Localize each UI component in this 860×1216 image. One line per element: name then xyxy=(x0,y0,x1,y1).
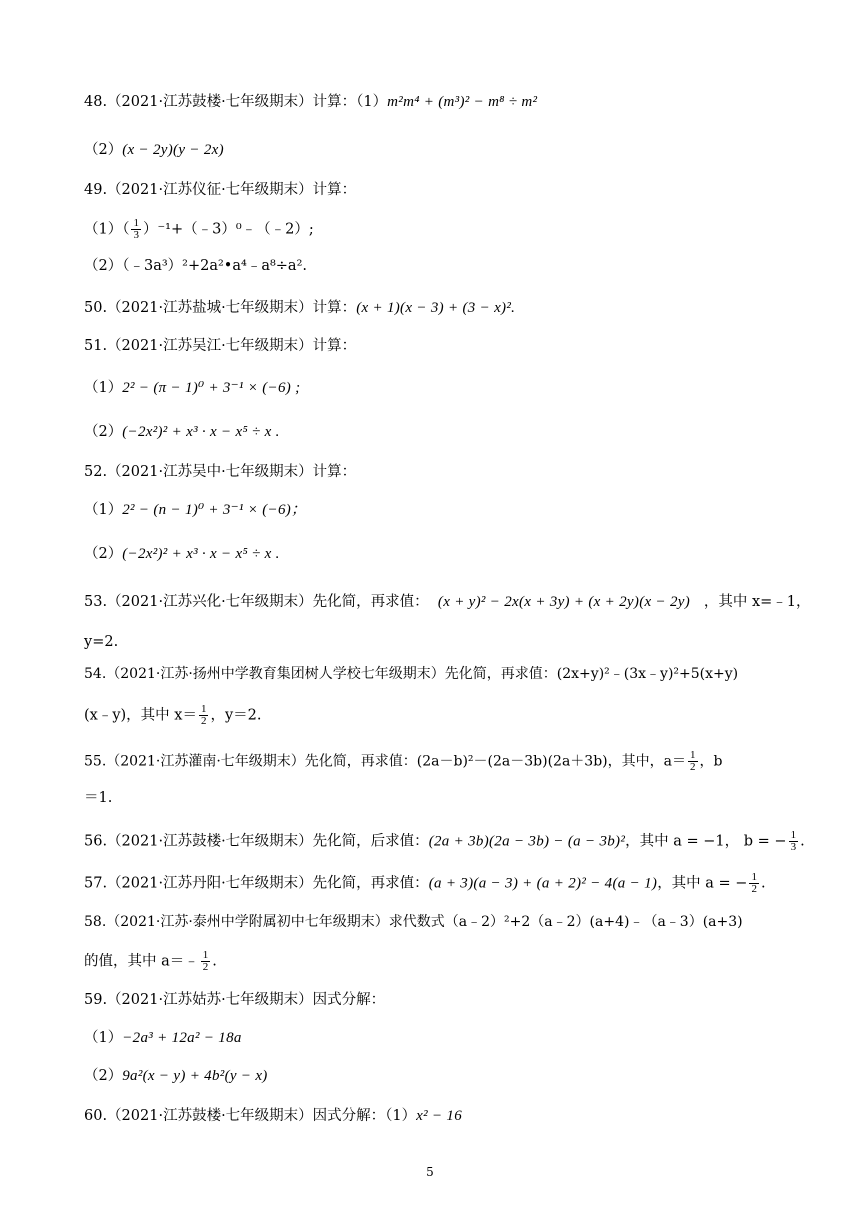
problem-57 xyxy=(84,872,780,895)
problem-48-part2 xyxy=(84,140,780,160)
problem-58-line2-a: 的值，其中 a＝﹣ xyxy=(84,953,199,970)
problem-51-part1-label: （1） xyxy=(84,380,123,396)
problem-53-line2 xyxy=(84,632,780,652)
fraction-denominator: 2 xyxy=(202,961,209,973)
problem-48-part2-math: (x − 2y)(y − 2x) xyxy=(122,142,224,158)
fraction-denominator: 3 xyxy=(790,841,797,853)
problem-56-text: 56.（2021·江苏鼓楼·七年级期末）先化简，后求值： xyxy=(84,833,429,850)
fraction-numerator: 1 xyxy=(200,703,207,715)
problem-60 xyxy=(84,1106,780,1126)
problem-53-line2-text: y=2. xyxy=(84,634,119,650)
problem-49-text: 49.（2021·江苏仪征·七年级期末）计算： xyxy=(84,182,357,198)
problem-49-part2 xyxy=(84,256,780,276)
problem-57-tail-b: . xyxy=(760,875,766,892)
problem-55 xyxy=(84,750,780,773)
problem-59-part1 xyxy=(84,1028,780,1048)
problem-54-line2 xyxy=(84,704,780,727)
problem-52-part1-label: （1） xyxy=(84,502,123,518)
problem-56-tail-a: ，其中 a = −1， b = − xyxy=(625,833,787,850)
fraction-numerator: 1 xyxy=(790,829,797,841)
problem-52-part2-math: (−2x²)² + x³ · x − x⁵ ÷ x . xyxy=(122,546,280,562)
problem-57-math: (a + 3)(a − 3) + (a + 2)² − 4(a − 1) xyxy=(428,875,658,892)
problem-53-math: (x + y)² − 2x(x + 3y) + (x + 2y)(x − 2y) xyxy=(437,594,691,610)
problem-56 xyxy=(84,829,805,853)
problem-55-line2-text: ＝1. xyxy=(84,790,113,806)
problem-57-text: 57.（2021·江苏丹阳·七年级期末）先化简，再求值： xyxy=(84,875,429,892)
problem-52-part2 xyxy=(84,544,780,564)
problem-52-part1-math: 2² − (n − 1)⁰ + 3⁻¹ × (−6)； xyxy=(122,502,307,518)
problem-50 xyxy=(84,298,780,318)
problem-50-text: 50.（2021·江苏盐城·七年级期末）计算： xyxy=(84,300,357,316)
fraction-numerator: 1 xyxy=(202,949,209,961)
problem-51-part2-math: (−2x²)² + x³ · x − x⁵ ÷ x . xyxy=(122,424,280,440)
problem-49 xyxy=(84,180,780,200)
problem-56-math: (2a + 3b)(2a − 3b) − (a − 3b)² xyxy=(428,833,626,850)
fraction-denominator: 2 xyxy=(200,715,207,727)
fraction xyxy=(131,218,141,241)
problem-55-text: 55.（2021·江苏灌南·七年级期末）先化简，再求值：(2a－b)²－(2a－3b)(2a＋3b)，其中，a＝ xyxy=(84,753,686,770)
problem-59 xyxy=(84,990,780,1010)
problem-58-text: 58.（2021·江苏·泰州中学附属初中七年级期末）求代数式（a﹣2）²+2（a﹣2）(a+4)﹣（a﹣3）(a+3) xyxy=(84,914,743,930)
problem-49-part1-a: （1）（ xyxy=(84,221,130,238)
problem-49-part1 xyxy=(84,218,780,241)
fraction-denominator: 2 xyxy=(690,761,696,773)
problem-51-part1 xyxy=(84,378,780,398)
problem-54 xyxy=(84,664,780,684)
problem-52-part2-label: （2） xyxy=(84,546,123,562)
problem-59-part2-label: （2） xyxy=(84,1068,123,1084)
problem-50-math: (x + 1)(x − 3) + (3 − x)². xyxy=(356,300,516,316)
problem-49-part2-text: （2）（﹣3a³）²+2a²•a⁴﹣a⁸÷a². xyxy=(84,258,307,274)
problem-48-text: 48.（2021·江苏鼓楼·七年级期末）计算：（1） xyxy=(84,94,388,110)
problem-49-part1-b: ）⁻¹+（﹣3）⁰﹣（﹣2）; xyxy=(142,221,314,238)
problem-55-line2 xyxy=(84,788,780,808)
problem-58-line2-b: . xyxy=(212,953,217,970)
fraction-numerator: 1 xyxy=(690,749,696,761)
problem-59-part1-math: −2a³ + 12a² − 18a xyxy=(122,1030,242,1046)
problem-51 xyxy=(84,336,780,356)
problem-60-math: x² − 16 xyxy=(416,1108,463,1124)
problem-52-part1 xyxy=(84,500,780,520)
problem-57-tail-a: ，其中 a = − xyxy=(657,875,748,892)
fraction xyxy=(201,950,211,973)
problem-52 xyxy=(84,462,780,482)
fraction-denominator: 3 xyxy=(133,229,139,241)
problem-55-text-b: ，b xyxy=(699,753,723,770)
problem-56-tail-b: . xyxy=(800,833,805,850)
problem-53 xyxy=(84,592,811,612)
fraction-denominator: 2 xyxy=(751,883,757,895)
problem-59-text: 59.（2021·江苏姑苏·七年级期末）因式分解： xyxy=(84,992,386,1008)
problem-58-line2 xyxy=(84,950,780,973)
problem-60-text: 60.（2021·江苏鼓楼·七年级期末）因式分解：（1） xyxy=(84,1108,417,1124)
problem-53-text: 53.（2021·江苏兴化·七年级期末）先化简，再求值： xyxy=(84,594,429,610)
fraction xyxy=(749,872,759,895)
problem-58 xyxy=(84,912,780,932)
problem-52-text: 52.（2021·江苏吴中·七年级期末）计算： xyxy=(84,464,357,480)
fraction xyxy=(199,704,209,727)
fraction xyxy=(789,830,799,853)
problem-59-part1-label: （1） xyxy=(84,1030,123,1046)
problem-48-math: m²m⁴ + (m³)² − m⁸ ÷ m² xyxy=(387,94,538,110)
fraction xyxy=(688,750,698,773)
problem-59-part2 xyxy=(84,1066,780,1086)
problem-48-part2-label: （2） xyxy=(84,142,123,158)
problem-53-tail: ，其中 x=﹣1， xyxy=(703,594,811,610)
fraction-numerator: 1 xyxy=(751,871,757,883)
problem-51-part1-math: 2² − (π − 1)⁰ + 3⁻¹ × (−6) ; xyxy=(122,380,301,396)
fraction-numerator: 1 xyxy=(133,217,139,229)
problem-54-line2-a: (x﹣y)，其中 x＝ xyxy=(84,707,197,724)
problem-59-part2-math: 9a²(x − y) + 4b²(y − x) xyxy=(122,1068,268,1084)
problem-48 xyxy=(84,92,780,112)
problem-51-part2-label: （2） xyxy=(84,424,123,440)
problem-54-line2-b: ，y＝2. xyxy=(210,707,262,724)
page-number: 5 xyxy=(426,1165,434,1179)
problem-54-text: 54.（2021·江苏·扬州中学教育集团树人学校七年级期末）先化简，再求值：(2x+y)²﹣(3x﹣y)²+5(x+y) xyxy=(84,666,739,682)
problem-51-part2 xyxy=(84,422,780,442)
problem-51-text: 51.（2021·江苏吴江·七年级期末）计算： xyxy=(84,338,357,354)
